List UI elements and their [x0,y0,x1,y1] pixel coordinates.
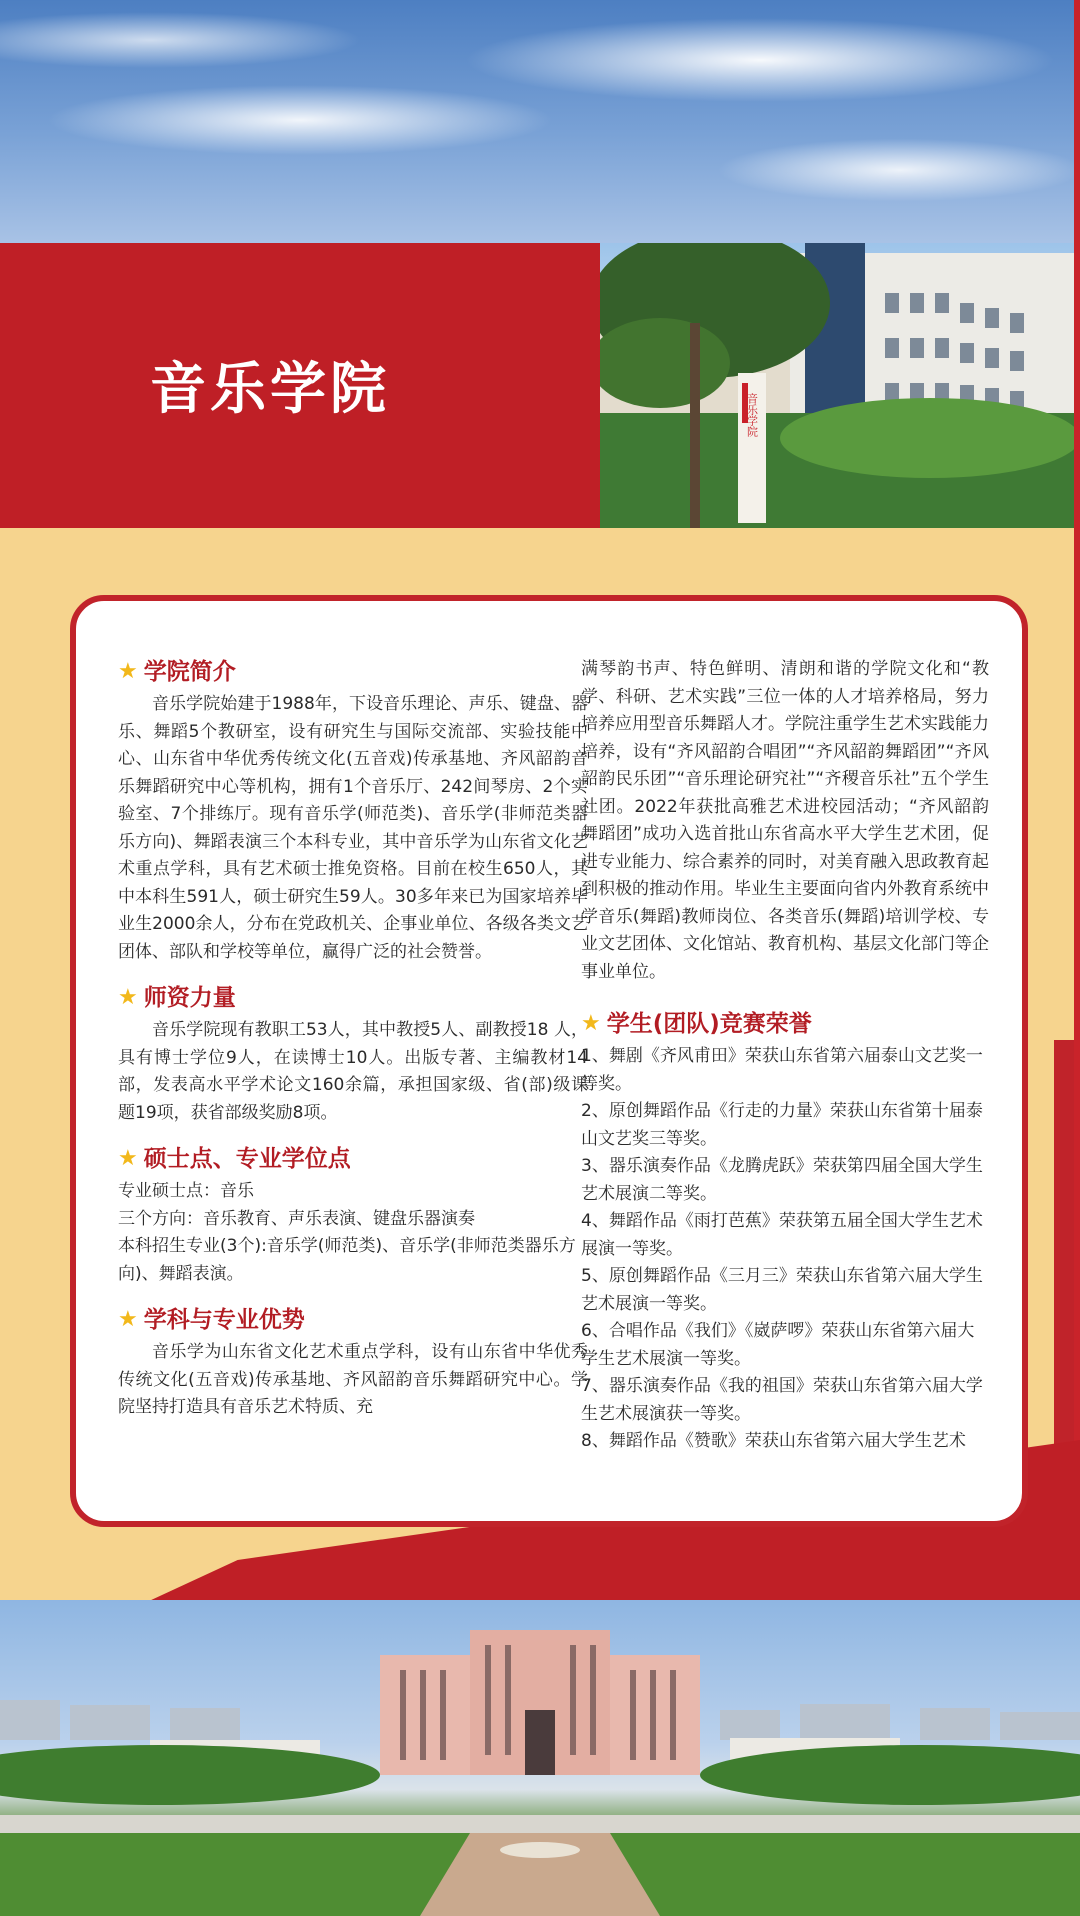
honor-item: 4、舞蹈作品《雨打芭蕉》荣获第五届全国大学生艺术展演一等奖。 [581,1211,983,1259]
page-title: 音乐学院 [150,357,390,422]
honor-item: 6、合唱作品《我们》《崴萨啰》荣获山东省第六届大学生艺术展演一等奖。 [581,1321,975,1369]
building-photo [600,243,1074,528]
honor-item: 8、舞蹈作品《赞歌》荣获山东省第六届大学生艺术 [581,1431,966,1451]
section-title-intro: ★ 学院简介 [118,656,588,688]
sky-banner [0,0,1080,245]
honor-item: 3、器乐演奏作品《龙腾虎跃》荣获第四届全国大学生艺术展演二等奖。 [581,1156,983,1204]
honor-item: 1、舞剧《齐风甫田》荣获山东省第六届泰山文艺奖一等奖。 [581,1046,983,1094]
section-title-honors: ★ 学生(团队)竞赛荣誉 [581,1008,989,1040]
campus-photo [0,1600,1080,1916]
content-card [70,595,1028,1527]
degree-line: 专业硕士点：音乐 [118,1181,254,1201]
star-icon: ★ [118,1146,138,1171]
honor-item: 7、器乐演奏作品《我的祖国》荣获山东省第六届大学生艺术展演获一等奖。 [581,1376,983,1424]
star-icon: ★ [118,659,138,684]
section-title-advantage: ★ 学科与专业优势 [118,1304,588,1336]
honor-item: 5、原创舞蹈作品《三月三》荣获山东省第六届大学生艺术展演一等奖。 [581,1266,983,1314]
section-title-faculty: ★ 师资力量 [118,982,588,1014]
star-icon: ★ [118,985,138,1010]
advantage-text-left: 音乐学为山东省文化艺术重点学科，设有山东省中华优秀传统文化(五音戏)传承基地、齐风韶韵音乐舞蹈研究中心。学院坚持打造具有音乐艺术特质、充 [118,1342,588,1417]
advantage-text-right: 满琴韵书声、特色鲜明、清朗和谐的学院文化和“教学、科研、艺术实践”三位一体的人才培养格局，努力培养应用型音乐舞蹈人才。学院注重学生艺术实践能力培养，设有“齐风韶韵合唱团”“齐风韶韵舞蹈团”“齐风韶韵民乐团”“音乐理论研究社”“齐稷音乐社”五个学生社团。2022年获批高雅艺术进校园活动；“齐风韶韵舞蹈团”成功入选首批山东省高水平大学生艺术团，促进专业能力、综合素养的同时，对美育融入思政教育起到积极的推动作用。毕业生主要面向省内外教育系统中学音乐(舞蹈)教师岗位、各类音乐(舞蹈)培训学校、专业文艺团体、文化馆站、教育机构、基层文化部门等企事业单位。 [581,659,989,982]
left-column [118,656,588,1422]
campus-illustration [0,1600,1080,1916]
degree-line: 三个方向：音乐教育、声乐表演、键盘乐器演奏 [118,1208,475,1229]
section-title-degree: ★ 硕士点、专业学位点 [118,1143,588,1175]
building-sign-text: 音乐学院 [745,393,759,437]
intro-text: 音乐学院始建于1988年，下设音乐理论、声乐、键盘、器乐、舞蹈5个教研室，设有研究生与国际交流部、实验技能中心、山东省中华优秀传统文化(五音戏)传承基地、齐风韶韵音乐舞蹈研究中心等机构，拥有1个音乐厅、242间琴房、2个实验室、7个排练厅。现有音乐学(师范类)、音乐学(非师范类器乐方向)、舞蹈表演三个本科专业，其中音乐学为山东省文化艺术重点学科，具有艺术硕士推免资格。目前在校生650人，其中本科生591人，硕士研究生59人。30多年来已为国家培养毕业生2000余人，分布在党政机关、企事业单位、各级各类文艺团体、部队和学校等单位，赢得广泛的社会赞誉。 [118,694,588,962]
honor-item: 2、原创舞蹈作品《行走的力量》荣获山东省第十届泰山文艺奖三等奖。 [581,1101,983,1149]
star-icon: ★ [118,1307,138,1332]
right-column [581,656,989,1456]
star-icon: ★ [581,1011,601,1036]
building-illustration [600,243,1074,528]
degree-line: 本科招生专业(3个):音乐学(师范类)、音乐学(非师范类器乐方向)、舞蹈表演。 [118,1236,576,1284]
faculty-text: 音乐学院现有教职工53人，其中教授5人、副教授18 人，具有博士学位9人，在读博士10人。出版专著、主编教材14部，发表高水平学术论文160余篇，承担国家级、省(部)级课题19项，获省部级奖励8项。 [118,1020,588,1123]
